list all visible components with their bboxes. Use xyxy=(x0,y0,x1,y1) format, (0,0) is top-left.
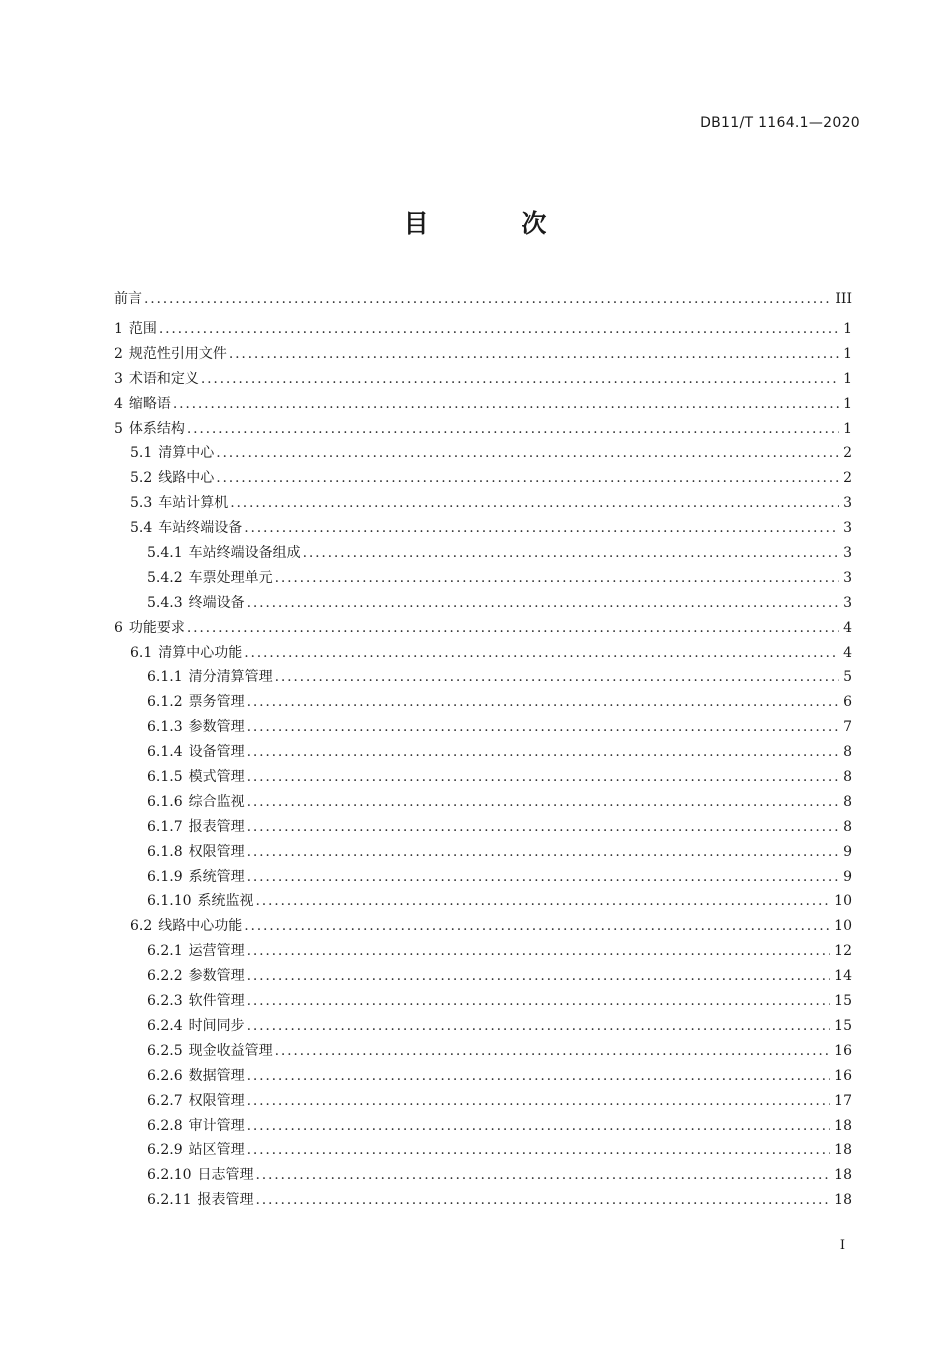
toc-entry-label: 日志管理 xyxy=(197,1167,254,1184)
toc-entry-number: 6.2.7 xyxy=(147,1092,183,1109)
toc-entry-page: 1 xyxy=(843,370,852,387)
toc-entry-label: 综合监视 xyxy=(188,793,245,810)
toc-entry-page: 9 xyxy=(843,868,852,885)
toc-entry-number: 6.1.7 xyxy=(147,818,183,835)
toc-entry[interactable] xyxy=(114,914,852,939)
toc-entry-label: 系统监视 xyxy=(197,893,254,910)
toc-entry[interactable] xyxy=(114,491,852,516)
toc-entry[interactable] xyxy=(114,1163,852,1188)
toc-entry-page: 12 xyxy=(834,943,852,960)
toc-entry[interactable] xyxy=(114,591,852,616)
toc-entry[interactable] xyxy=(114,1064,852,1089)
toc-leader-dots xyxy=(275,665,839,690)
toc-entry[interactable] xyxy=(114,367,852,392)
toc-leader-dots xyxy=(244,914,830,939)
toc-entry-label: 终端设备 xyxy=(188,594,245,611)
toc-entry-page: III xyxy=(835,291,852,307)
toc-entry-page: 10 xyxy=(834,893,852,910)
toc-leader-dots xyxy=(303,541,839,566)
toc-entry-number: 6.2.9 xyxy=(147,1142,183,1159)
toc-entry-page: 3 xyxy=(843,569,852,586)
toc-entry[interactable] xyxy=(114,1039,852,1064)
toc-entry-number: 6.2.11 xyxy=(147,1192,192,1209)
toc-leader-dots xyxy=(187,417,839,442)
toc-entry-number: 1 xyxy=(114,321,123,337)
toc-leader-dots xyxy=(216,441,839,466)
toc-entry-page: 17 xyxy=(834,1092,852,1109)
toc-entry-page: 8 xyxy=(843,793,852,810)
toc-leader-dots xyxy=(247,840,839,865)
toc-entry-number: 6.1.4 xyxy=(147,744,183,761)
toc-leader-dots xyxy=(247,591,839,616)
toc-entry-label: 线路中心功能 xyxy=(158,918,243,935)
toc-entry-number: 6.2.6 xyxy=(147,1067,183,1084)
toc-entry-label: 设备管理 xyxy=(188,744,245,761)
toc-entry[interactable] xyxy=(114,392,852,417)
toc-entry-page: 16 xyxy=(834,1042,852,1059)
toc-entry-number: 6.2.10 xyxy=(147,1167,192,1184)
toc-entry-number: 6.2.3 xyxy=(147,993,183,1010)
toc-entry-label: 术语和定义 xyxy=(128,370,199,387)
toc-entry-label: 车站终端设备组成 xyxy=(188,545,301,562)
toc-entry[interactable] xyxy=(114,317,852,342)
toc-entry-page: 5 xyxy=(843,669,852,686)
toc-entry[interactable] xyxy=(114,840,852,865)
toc-entry-label: 权限管理 xyxy=(188,843,245,860)
toc-entry[interactable] xyxy=(114,665,852,690)
toc-leader-dots xyxy=(247,815,839,840)
toc-entry-number: 6.2.8 xyxy=(147,1117,183,1134)
toc-leader-dots xyxy=(201,367,839,392)
toc-entry-number: 6.1.8 xyxy=(147,843,183,860)
toc-entry-label: 车站终端设备 xyxy=(158,520,243,537)
toc-leader-dots xyxy=(247,989,831,1014)
toc-entry-number: 5.4.3 xyxy=(147,594,183,611)
toc-entry[interactable] xyxy=(114,566,852,591)
toc-entry-page: 8 xyxy=(843,744,852,761)
toc-entry-label: 清算中心 xyxy=(158,445,215,462)
toc-entry-label: 模式管理 xyxy=(188,769,245,786)
toc-entry-page: 15 xyxy=(834,993,852,1010)
toc-entry-label: 体系结构 xyxy=(128,420,185,437)
page-number-footer: I xyxy=(839,1238,845,1253)
toc-entry[interactable] xyxy=(114,690,852,715)
toc-entry-number: 6.2.1 xyxy=(147,943,183,960)
toc-entry-page: 16 xyxy=(834,1067,852,1084)
toc-leader-dots xyxy=(247,715,839,740)
toc-entry-label: 线路中心 xyxy=(158,470,215,487)
toc-entry-number: 5.1 xyxy=(130,445,153,462)
toc-entry[interactable] xyxy=(114,715,852,740)
toc-entry-label: 参数管理 xyxy=(188,719,245,736)
toc-entry-page: 3 xyxy=(843,520,852,537)
toc-leader-dots xyxy=(256,889,831,914)
toc-entry[interactable] xyxy=(114,541,852,566)
toc-entry-label: 系统管理 xyxy=(188,868,245,885)
toc-entry-label: 清算中心功能 xyxy=(158,644,243,661)
toc-entry-page: 3 xyxy=(843,545,852,562)
toc-entry-number: 6.2.2 xyxy=(147,968,183,985)
toc-entry-page: 8 xyxy=(843,769,852,786)
toc-entry-page: 2 xyxy=(843,470,852,487)
toc-entry-number: 6.1.3 xyxy=(147,719,183,736)
toc-leader-dots xyxy=(247,1064,831,1089)
toc-leader-dots xyxy=(247,790,839,815)
toc-entry-number: 6.1.1 xyxy=(147,669,183,686)
toc-entry-label: 车站计算机 xyxy=(158,495,229,512)
toc-entry[interactable] xyxy=(114,989,852,1014)
toc-entry-page: 6 xyxy=(843,694,852,711)
toc-entry-label: 时间同步 xyxy=(188,1017,245,1034)
toc-entry-label: 审计管理 xyxy=(188,1117,245,1134)
toc-leader-dots xyxy=(247,964,831,989)
toc-leader-dots xyxy=(173,392,839,417)
toc-entry-number: 6.1.2 xyxy=(147,694,183,711)
toc-leader-dots xyxy=(247,1114,831,1139)
toc-entry[interactable] xyxy=(114,939,852,964)
toc-entry-label: 参数管理 xyxy=(188,968,245,985)
toc-entry-page: 4 xyxy=(843,644,852,661)
toc-entry-page: 18 xyxy=(834,1167,852,1184)
toc-entry-label: 票务管理 xyxy=(188,694,245,711)
toc-entry[interactable] xyxy=(114,466,852,491)
toc-entry-number: 6.2.5 xyxy=(147,1042,183,1059)
toc-entry[interactable] xyxy=(114,889,852,914)
toc-entry-label: 规范性引用文件 xyxy=(128,345,227,362)
toc-entry-page: 1 xyxy=(843,420,852,437)
toc-leader-dots xyxy=(247,865,839,890)
toc-entry-label: 缩略语 xyxy=(128,395,171,412)
toc-entry-number: 4 xyxy=(114,395,123,412)
toc-entry[interactable] xyxy=(114,417,852,442)
toc-entry-page: 14 xyxy=(834,968,852,985)
toc-entry-page: 2 xyxy=(843,445,852,462)
toc-entry-page: 3 xyxy=(843,594,852,611)
toc-leader-dots xyxy=(247,939,831,964)
toc-entry-page: 3 xyxy=(843,495,852,512)
toc-leader-dots xyxy=(144,287,831,311)
toc-entry[interactable] xyxy=(114,1114,852,1139)
toc-entry-label: 软件管理 xyxy=(188,993,245,1010)
toc-entry-page: 18 xyxy=(834,1192,852,1209)
toc-leader-dots xyxy=(230,491,839,516)
toc-entry[interactable] xyxy=(114,1188,852,1213)
toc-entry[interactable] xyxy=(114,790,852,815)
toc-leader-dots xyxy=(187,616,839,641)
toc-entry-label: 权限管理 xyxy=(188,1092,245,1109)
toc-entry[interactable] xyxy=(114,287,852,317)
toc-leader-dots xyxy=(256,1188,831,1213)
document-code: DB11/T 1164.1—2020 xyxy=(700,115,860,131)
toc-leader-dots xyxy=(244,641,839,666)
toc-leader-dots xyxy=(247,690,839,715)
toc-entry-page: 7 xyxy=(843,719,852,736)
toc-entry-page: 4 xyxy=(843,619,852,636)
toc-entry[interactable] xyxy=(114,441,852,466)
toc-entry-number: 6.2.4 xyxy=(147,1017,183,1034)
toc-entry-number: 5.3 xyxy=(130,495,153,512)
toc-entry-label: 现金收益管理 xyxy=(188,1042,273,1059)
toc-entry-page: 1 xyxy=(843,321,852,337)
toc-entry[interactable] xyxy=(114,1089,852,1114)
toc-entry-label: 清分清算管理 xyxy=(188,669,273,686)
table-of-contents xyxy=(114,287,852,1213)
toc-leader-dots xyxy=(275,1039,831,1064)
page-title: 目 次 xyxy=(403,209,589,238)
toc-entry-label: 数据管理 xyxy=(188,1067,245,1084)
toc-leader-dots xyxy=(247,1014,831,1039)
toc-entry[interactable] xyxy=(114,740,852,765)
toc-leader-dots xyxy=(247,1138,831,1163)
toc-entry[interactable] xyxy=(114,641,852,666)
toc-entry-number: 5.4.1 xyxy=(147,545,183,562)
toc-entry-number: 5.2 xyxy=(130,470,153,487)
toc-entry-number: 6 xyxy=(114,619,123,636)
toc-entry-page: 18 xyxy=(834,1142,852,1159)
toc-entry-number: 3 xyxy=(114,370,123,387)
toc-entry-number: 6.1 xyxy=(130,644,153,661)
toc-entry-label: 运营管理 xyxy=(188,943,245,960)
toc-entry-number: 5 xyxy=(114,420,123,437)
toc-entry-number: 6.2 xyxy=(130,918,153,935)
toc-leader-dots xyxy=(247,740,839,765)
toc-entry-number: 5.4 xyxy=(130,520,153,537)
toc-leader-dots xyxy=(256,1163,831,1188)
toc-entry-label: 站区管理 xyxy=(188,1142,245,1159)
toc-entry-label: 范围 xyxy=(128,321,157,337)
toc-leader-dots xyxy=(247,1089,831,1114)
toc-entry-page: 15 xyxy=(834,1017,852,1034)
toc-leader-dots xyxy=(275,566,839,591)
toc-entry[interactable] xyxy=(114,516,852,541)
toc-entry-page: 9 xyxy=(843,843,852,860)
toc-entry-label: 报表管理 xyxy=(188,818,245,835)
toc-leader-dots xyxy=(229,342,839,367)
toc-entry[interactable] xyxy=(114,815,852,840)
toc-entry-label: 车票处理单元 xyxy=(188,569,273,586)
toc-entry-number: 2 xyxy=(114,345,123,362)
toc-entry[interactable] xyxy=(114,865,852,890)
toc-entry-page: 18 xyxy=(834,1117,852,1134)
toc-entry-label: 报表管理 xyxy=(197,1192,254,1209)
toc-entry[interactable] xyxy=(114,1138,852,1163)
toc-entry[interactable] xyxy=(114,342,852,367)
toc-leader-dots xyxy=(244,516,839,541)
toc-entry-page: 1 xyxy=(843,345,852,362)
toc-entry-page: 8 xyxy=(843,818,852,835)
toc-entry[interactable] xyxy=(114,765,852,790)
toc-leader-dots xyxy=(159,317,839,342)
toc-entry-label: 功能要求 xyxy=(128,619,185,636)
toc-entry-label: 前言 xyxy=(114,291,142,307)
toc-entry[interactable] xyxy=(114,964,852,989)
toc-entry[interactable] xyxy=(114,616,852,641)
toc-entry-number: 6.1.9 xyxy=(147,868,183,885)
toc-entry[interactable] xyxy=(114,1014,852,1039)
toc-entry-page: 1 xyxy=(843,395,852,412)
toc-entry-page: 10 xyxy=(834,918,852,935)
toc-leader-dots xyxy=(247,765,839,790)
toc-entry-number: 6.1.6 xyxy=(147,793,183,810)
toc-entry-number: 6.1.5 xyxy=(147,769,183,786)
toc-leader-dots xyxy=(216,466,839,491)
toc-entry-number: 5.4.2 xyxy=(147,569,183,586)
toc-entry-number: 6.1.10 xyxy=(147,893,192,910)
